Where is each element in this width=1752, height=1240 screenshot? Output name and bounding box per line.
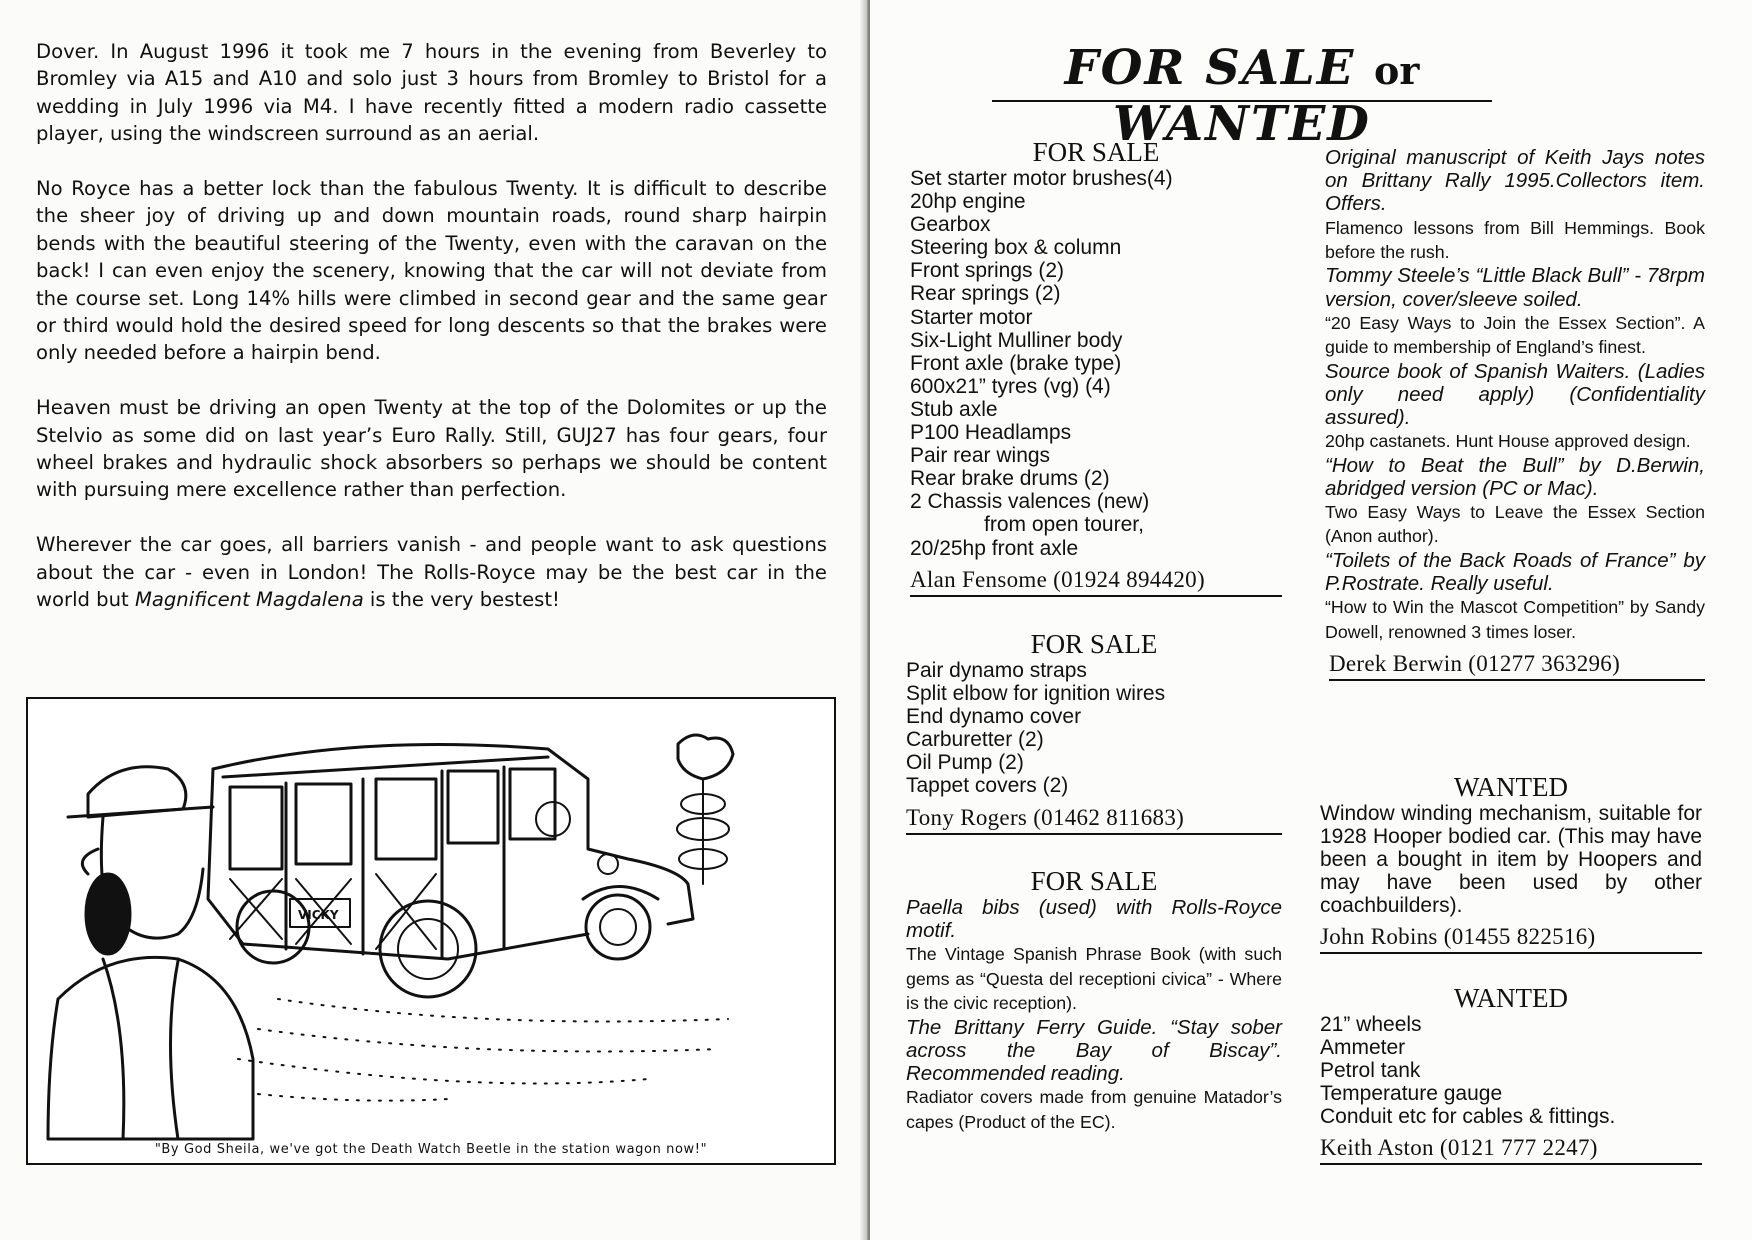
- list-item: 2 Chassis valences (new): [910, 490, 1150, 514]
- list-item: Tappet covers (2): [906, 774, 1069, 798]
- list-item: Oil Pump (2): [906, 751, 1024, 775]
- ad-entry: “20 Easy Ways to Join the Essex Section”. A guide to membership of England’s finest.: [1325, 312, 1705, 358]
- contact-line: John Robins (01455 822516): [1320, 922, 1702, 954]
- list-item: Temperature gauge: [1320, 1082, 1503, 1106]
- contact-line: Keith Aston (0121 777 2247): [1320, 1133, 1702, 1165]
- list-item: 20/25hp front axle: [910, 536, 1079, 560]
- ad-entry: The Brittany Ferry Guide. “Stay sober across the Bay of Biscay”. Recommended reading.: [906, 1015, 1282, 1086]
- ad-entry: Window winding mechanism, suitable for 1928 Hooper bodied car. (This may have been a bought in item by Hoopers and may have been used by other coachbuilders).: [1320, 802, 1702, 918]
- list-item: Stub axle: [910, 397, 998, 421]
- ad-entry: “Toilets of the Back Roads of France” by P.Rostrate. Really useful.: [1325, 548, 1705, 596]
- list-item: Petrol tank: [1320, 1059, 1421, 1083]
- ad-heading: WANTED: [1454, 983, 1568, 1013]
- ad-entry: Paella bibs (used) with Rolls-Royce motif.: [906, 896, 1282, 943]
- title-for-sale: FOR SALE: [1064, 40, 1356, 96]
- ad-wanted-2: [1320, 983, 1702, 1165]
- cartoon-caption: "By God Sheila, we've got the Death Watch Beetle in the station wagon now!": [154, 1142, 708, 1157]
- list-item-continued: from open tourer,: [984, 513, 1144, 537]
- list-item: 20hp engine: [910, 190, 1026, 214]
- list-item: Rear springs (2): [910, 282, 1061, 306]
- ad-entry: Source book of Spanish Waiters. (Ladies only need apply) (Confidentiality assured).: [1325, 359, 1705, 430]
- list-item: End dynamo cover: [906, 705, 1082, 729]
- ad-entry: Two Easy Ways to Leave the Essex Section (Anon author).: [1325, 502, 1705, 547]
- contact-line: Alan Fensome (01924 894420): [910, 565, 1282, 597]
- ad-entry: Original manuscript of Keith Jays notes on Brittany Rally 1995.Collectors item. Offers.: [1325, 146, 1705, 216]
- list-item: Six-Light Mulliner body: [910, 328, 1123, 352]
- article-text: [36, 38, 827, 641]
- left-page: [0, 0, 866, 1240]
- paragraph-text: Wherever the car goes, all barriers vanish - and people want to ask questions about the car - even in London! The Rolls-Royce may be the best car in the world but: [36, 533, 827, 612]
- ad-heading: FOR SALE: [1030, 629, 1158, 659]
- list-item: Conduit etc for cables & fittings.: [1320, 1105, 1616, 1129]
- list-item: Pair dynamo straps: [906, 659, 1087, 682]
- list-item: P100 Headlamps: [910, 421, 1072, 445]
- title-or: or: [1374, 48, 1420, 93]
- cartoon-illustration: [26, 697, 836, 1165]
- ad-entry: Tommy Steele’s “Little Black Bull” - 78rpm version, cover/sleeve soiled.: [1325, 264, 1705, 311]
- list-item: Ammeter: [1320, 1036, 1406, 1060]
- paragraph-text: is the very bestest!: [363, 588, 560, 612]
- list-item: Gearbox: [910, 213, 991, 237]
- list-item: Set starter motor brushes(4): [910, 167, 1173, 190]
- ad-for-sale-3: [906, 866, 1282, 1134]
- list-item: Carburetter (2): [906, 728, 1044, 752]
- ad-entry: Radiator covers made from genuine Matador’s capes (Product of the EC).: [906, 1087, 1282, 1132]
- article-paragraph-last: [36, 531, 827, 613]
- article-paragraph: Heaven must be driving an open Twenty at the top of the Dolomites or up the Stelvio as some did on last year’s Euro Rally. Still, GUJ27 has four gears, four wheel brakes and hydraulic shock absorbers so perhaps we should be content with pursuing mere excellence rather than perfection.: [36, 396, 827, 502]
- article-paragraph: No Royce has a better lock than the fabulous Twenty. It is difficult to describe the sheer joy of driving up and down mountain roads, round sharp hairpin bends with the beautiful steering of the Twenty, even with the caravan on the back! I can even enjoy the scenery, knowing that the car will not deviate from the course set. Long 14% hills were climbed in second gear and the same gear or third would hold the desired speed for long descents so that the brakes were only needed before a hairpin bend.: [36, 177, 827, 365]
- plate-text: VICKY: [298, 908, 339, 922]
- ad-entry: “How to Beat the Bull” by D.Berwin, abridged version (PC or Mac).: [1325, 453, 1705, 500]
- ad-for-sale-4: [1325, 146, 1705, 681]
- list-item: Starter motor: [910, 305, 1033, 329]
- list-item: 600x21” tyres (vg) (4): [910, 374, 1111, 398]
- ad-entry: The Vintage Spanish Phrase Book (with such gems as “Questa del receptioni civica” - Where is the civic reception).: [906, 944, 1282, 1014]
- ad-entry: 20hp castanets. Hunt House approved design.: [1325, 431, 1691, 452]
- title-wanted: WANTED: [1113, 96, 1371, 152]
- list-item: Split elbow for ignition wires: [906, 682, 1166, 706]
- cartoon-drawing: [28, 699, 834, 1163]
- ad-for-sale-2: [906, 629, 1282, 835]
- car-name-emphasis: Magnificent Magdalena: [134, 588, 364, 612]
- list-item: Steering box & column: [910, 236, 1122, 260]
- list-item: 21” wheels: [1320, 1013, 1422, 1036]
- contact-line: Derek Berwin (01277 363296): [1329, 649, 1705, 681]
- contact-line: Tony Rogers (01462 811683): [906, 803, 1282, 835]
- list-item: Pair rear wings: [910, 444, 1051, 468]
- ad-for-sale-1: [910, 137, 1282, 597]
- article-paragraph: Dover. In August 1996 it took me 7 hours in the evening from Beverley to Bromley via A15 and A10 and solo just 3 hours from Bromley to Bristol for a wedding in July 1996 via M4. I have recently fitted a modern radio cassette player, using the windscreen surround as an aerial.: [36, 40, 827, 146]
- ad-heading: FOR SALE: [1030, 866, 1158, 896]
- list-item: Front axle (brake type): [910, 351, 1122, 375]
- ad-heading: FOR SALE: [1032, 137, 1160, 167]
- ad-heading: WANTED: [1454, 772, 1568, 802]
- list-item: Front springs (2): [910, 259, 1065, 283]
- ad-wanted-1: [1320, 772, 1702, 954]
- title-underline: [992, 100, 1492, 102]
- ad-entry: Flamenco lessons from Bill Hemmings. Book before the rush.: [1325, 217, 1705, 263]
- list-item: Rear brake drums (2): [910, 467, 1110, 491]
- page-title: [992, 40, 1492, 152]
- ad-entry: “How to Win the Mascot Competition” by Sandy Dowell, renowned 3 times loser.: [1325, 597, 1705, 642]
- right-page: [870, 0, 1752, 1240]
